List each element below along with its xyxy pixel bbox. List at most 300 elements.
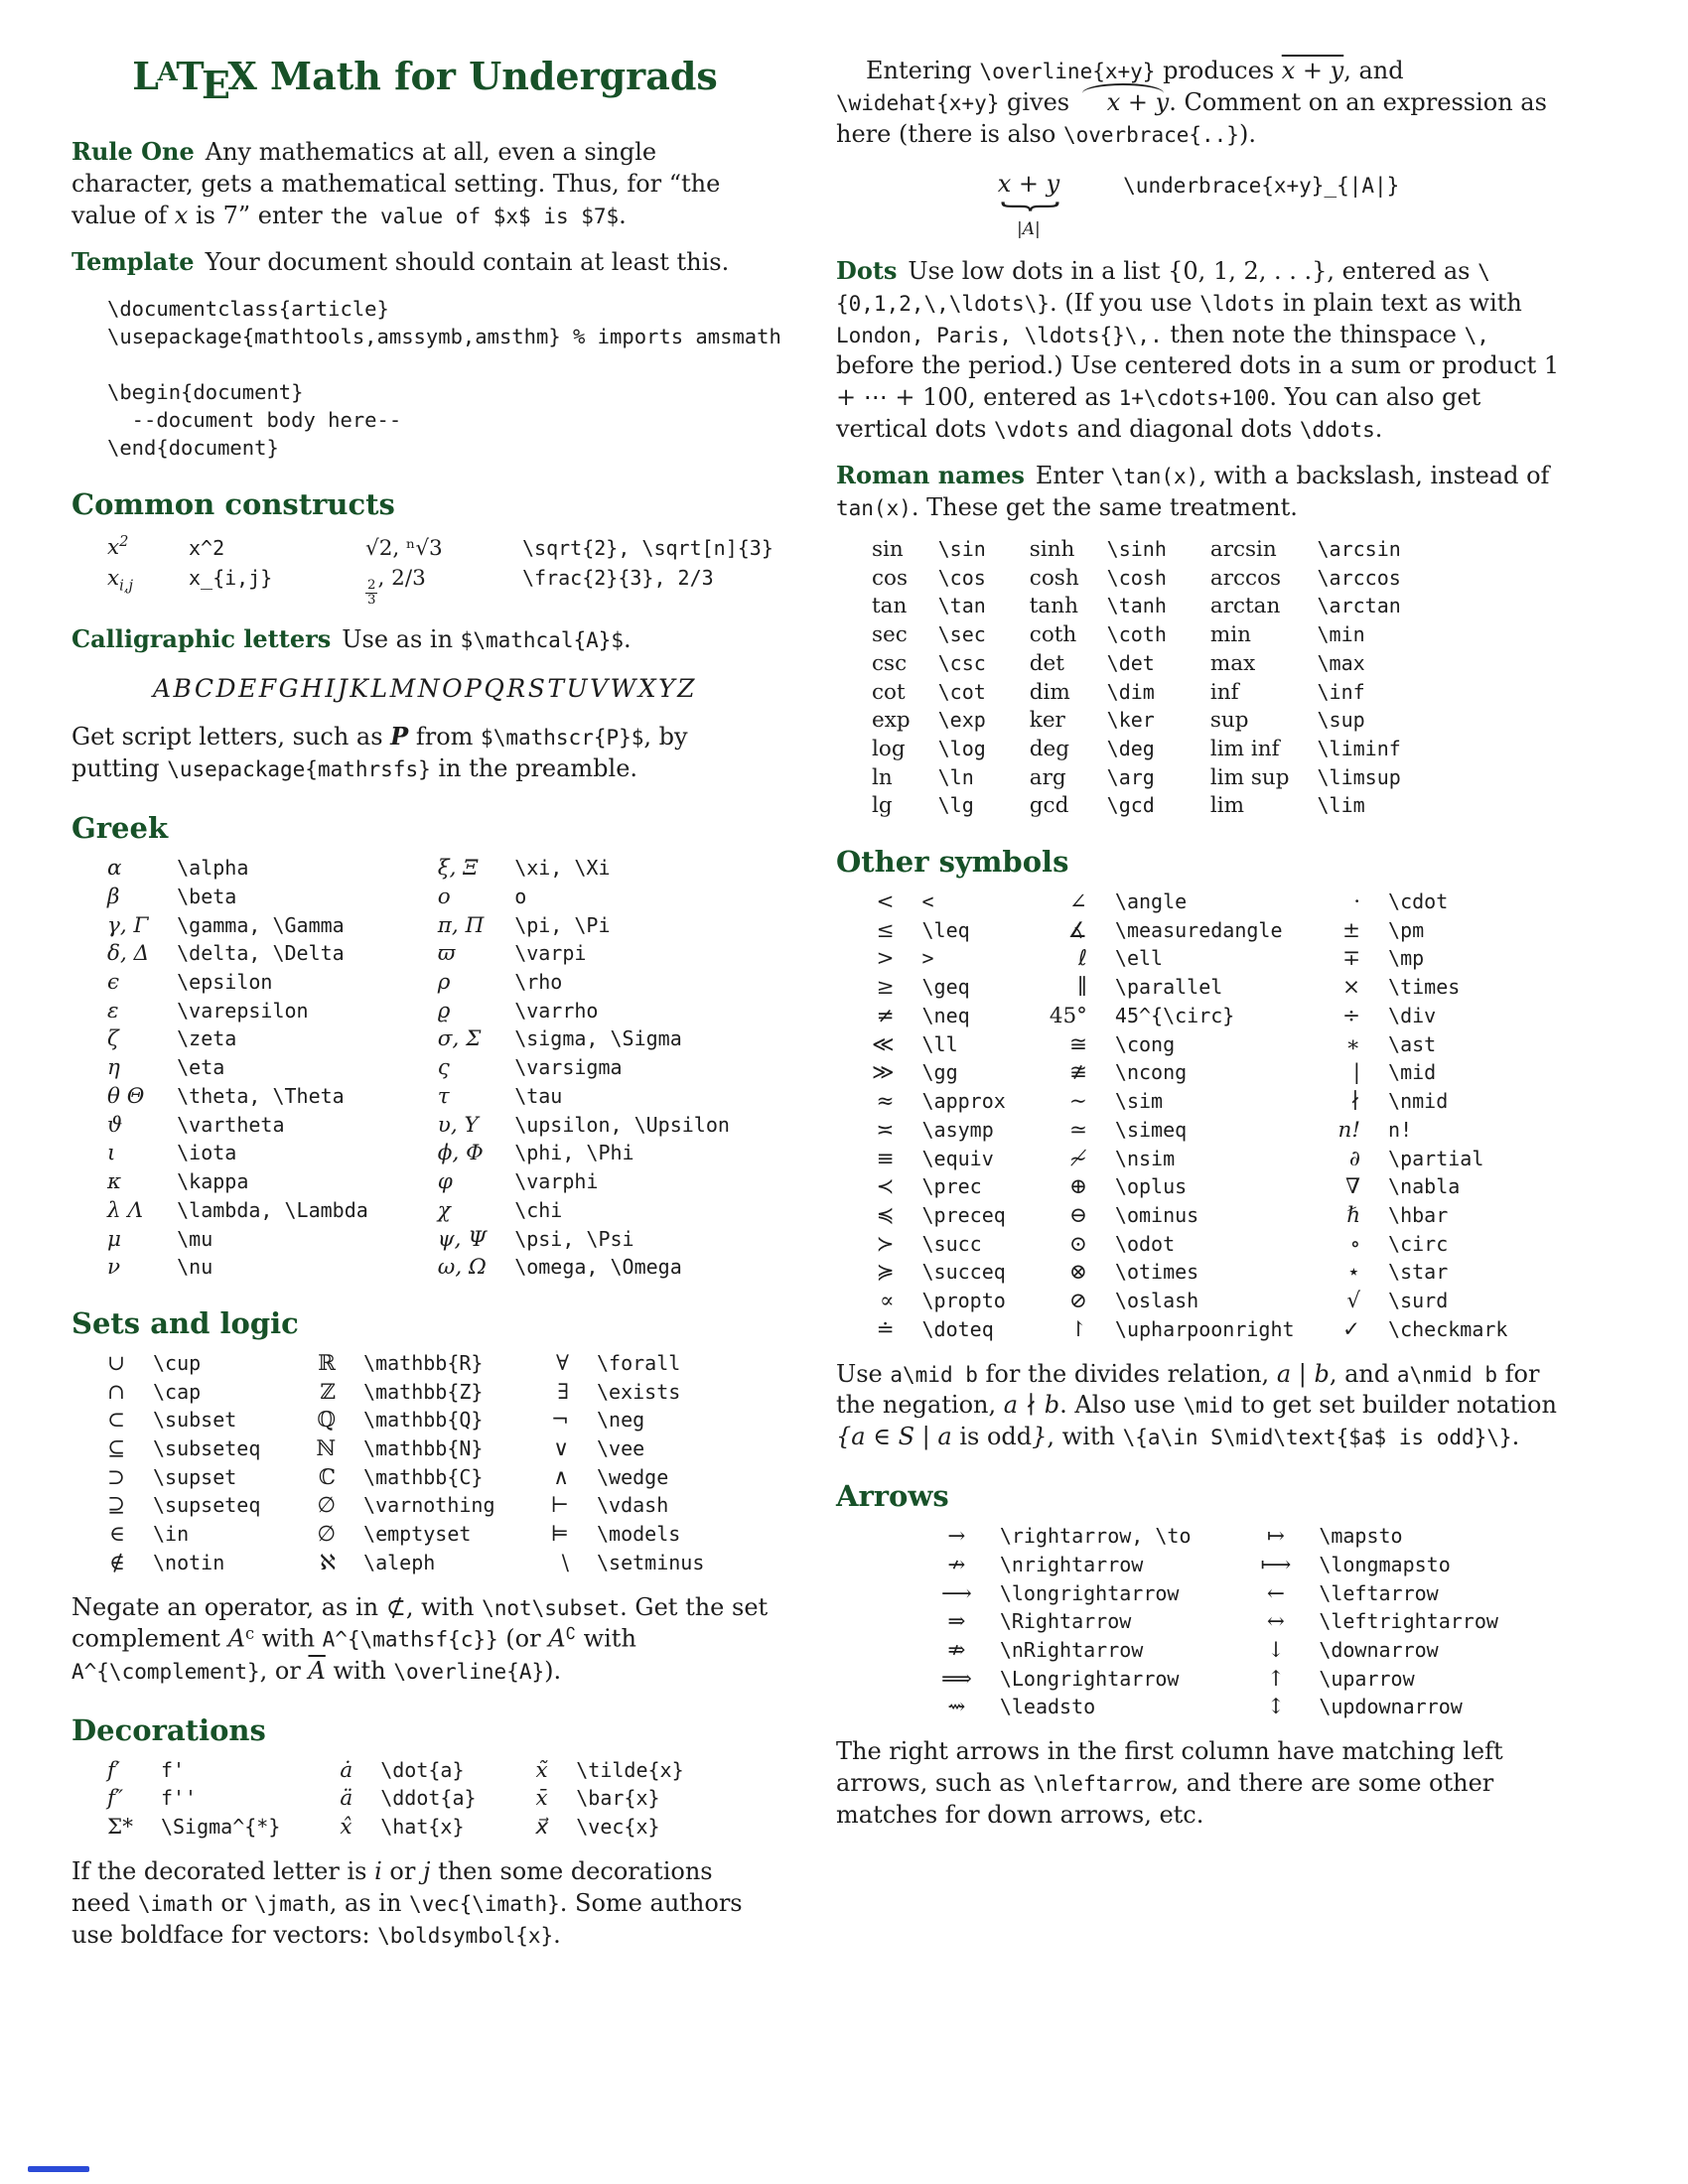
text-segment: a\mid b (890, 1362, 978, 1387)
math-symbol: n! (1337, 1117, 1361, 1143)
latex-code: \succeq (921, 1260, 1006, 1285)
latex-code: \dim (1106, 679, 1155, 704)
latex-code: \longrightarrow (999, 1580, 1180, 1605)
function-name: lim inf (1209, 737, 1280, 761)
math-symbol: β (107, 884, 120, 909)
math-symbol: ⊆ (107, 1435, 126, 1461)
function-name: arccos (1209, 565, 1282, 591)
latex-code: x_{i,j} (189, 565, 273, 590)
math-symbol: ≻ (876, 1231, 895, 1257)
text-segment: , and there are some other matches for down arrows, etc. (836, 1769, 1501, 1829)
latex-code: \limsup (1317, 764, 1401, 789)
text-segment: with (575, 1624, 644, 1653)
text-segment: , entered as (1327, 256, 1478, 285)
math-symbol: ϕ, Φ (437, 1141, 484, 1166)
other-symbols-group-1 (872, 890, 1006, 1343)
latex-code: \cdot (1388, 889, 1449, 914)
latex-code: \downarrow (1319, 1638, 1439, 1663)
text-segment: a ∤ b (1003, 1391, 1060, 1420)
math-symbol: ∩ (107, 1379, 126, 1405)
math-symbol: ∃ (557, 1379, 569, 1405)
latex-code: \forall (597, 1350, 681, 1375)
function-name: det (1029, 650, 1064, 676)
text-segment: \vdots (994, 418, 1069, 443)
footer-link-mark[interactable] (28, 2166, 89, 2172)
function-name: ln (872, 764, 893, 790)
section-heading-other-symbols: Other symbols (836, 845, 1069, 880)
math-symbol: ≃ (1068, 1117, 1087, 1143)
function-name: cot (872, 679, 906, 705)
math-symbol: ∘ (1349, 1231, 1361, 1257)
text-segment: is odd (951, 1423, 1033, 1451)
text-segment: . (1511, 1423, 1520, 1451)
math-symbol: τ (437, 1083, 450, 1109)
latex-code: \ominus (1114, 1202, 1199, 1227)
text-segment: \overline{x+y} (979, 60, 1156, 83)
function-name: log (872, 737, 906, 761)
latex-code: \preceq (921, 1202, 1006, 1227)
text-segment: } (1032, 1423, 1048, 1451)
math-symbol: √ (1346, 1289, 1361, 1314)
latex-code: \gcd (1106, 793, 1155, 818)
text-segment: If the decorated letter is (71, 1856, 375, 1885)
math-symbol: ℏ (1346, 1202, 1361, 1228)
latex-code: \cot (937, 679, 986, 704)
other-symbols-table (872, 890, 1561, 1343)
text-segment: . (If you use (1049, 288, 1200, 317)
latex-code: \nu (177, 1255, 213, 1280)
math-symbol: ≺ (876, 1174, 895, 1200)
latex-code: \zeta (177, 1026, 237, 1051)
text-segment: A (227, 1624, 245, 1653)
roman-names-table (872, 538, 1561, 819)
math-symbol: ⊃ (107, 1464, 126, 1490)
math-symbol: ∥ (1076, 975, 1087, 1001)
decorations-group-1 (107, 1759, 280, 1841)
latex-code: \neg (597, 1408, 645, 1433)
latex-code: \varpi (514, 941, 587, 966)
math-symbol: ȧ (340, 1757, 353, 1783)
math-sample: $x^2$ (107, 533, 129, 561)
greek-table-right-group (438, 857, 730, 1281)
text-segment: ). (1238, 119, 1256, 148)
function-name: dim (1029, 679, 1070, 705)
latex-code: \leftarrow (1319, 1580, 1439, 1605)
latex-code: \dot{a} (380, 1757, 465, 1782)
latex-code: \upsilon, \Upsilon (514, 1112, 730, 1137)
text-segment: Use low dots in a list (908, 256, 1169, 285)
latex-code: \checkmark (1388, 1316, 1508, 1341)
math-symbol: ä (340, 1786, 353, 1812)
math-symbol: ∀ (556, 1350, 569, 1376)
text-segment: \overline{A} (393, 1659, 545, 1684)
math-symbol: ℕ (316, 1435, 337, 1461)
function-name: inf (1209, 679, 1239, 705)
math-symbol: ∨ (553, 1435, 569, 1461)
decorations-group-3 (536, 1759, 684, 1841)
latex-code: \doteq (921, 1316, 994, 1341)
latex-code: \upharpoonright (1114, 1316, 1295, 1341)
math-symbol: ≽ (876, 1260, 895, 1286)
latex-code: \psi, \Psi (514, 1226, 634, 1251)
latex-code: \odot (1114, 1231, 1176, 1256)
latex-code: \arccos (1317, 565, 1401, 590)
text-segment: then note the thinspace (1162, 320, 1465, 348)
roman-names-paragraph (836, 460, 1561, 524)
math-expression: x + y (997, 169, 1060, 198)
greek-table (107, 857, 778, 1281)
latex-code: \ll (921, 1031, 958, 1056)
latex-code: \sin (937, 536, 986, 561)
function-name: csc (872, 650, 908, 676)
math-symbol: ϑ (107, 1112, 123, 1138)
math-symbol: \ (561, 1550, 569, 1575)
math-symbol: ψ, Ψ (437, 1226, 488, 1252)
text-segment: . Get the set complement (71, 1592, 775, 1653)
math-symbol: ∇ (1345, 1174, 1361, 1200)
latex-code: \exp (937, 708, 986, 733)
math-symbol: ⊨ (550, 1522, 569, 1548)
text-segment: 1+\cdots+100 (1118, 386, 1270, 411)
latex-code: \equiv (921, 1146, 994, 1170)
math-symbol: θ Θ (107, 1083, 145, 1109)
sets-group-3 (551, 1352, 705, 1576)
latex-code: \beta (177, 884, 237, 908)
arrow-symbol: ← (1266, 1580, 1285, 1606)
latex-code: \phi, \Phi (514, 1141, 634, 1165)
underbrace-label: |A| (1017, 219, 1041, 240)
math-symbol: π, Π (437, 912, 485, 938)
arrow-symbol: ⟶ (941, 1580, 972, 1606)
math-symbol: ∅ (317, 1522, 337, 1548)
text-segment: gives (999, 87, 1077, 116)
arrow-symbol: ⇝ (947, 1695, 966, 1720)
math-symbol: ∝ (879, 1289, 895, 1314)
latex-code: \ddot{a} (380, 1786, 477, 1811)
latex-code: \hbar (1388, 1202, 1449, 1227)
math-symbol: ∤ (1349, 1089, 1361, 1115)
math-symbol: ≐ (876, 1316, 895, 1342)
math-symbol: ¬ (550, 1408, 569, 1433)
math-symbol: ⊘ (1068, 1289, 1087, 1314)
page-title (71, 56, 778, 106)
math-symbol: ξ, Ξ (437, 856, 479, 882)
math-symbol: ∓ (1342, 946, 1361, 972)
text-segment: , with (1047, 1423, 1123, 1451)
left-column (71, 54, 781, 1965)
text-segment: x + y (1077, 87, 1169, 119)
math-sample: √2, ⁿ√3 (365, 535, 443, 561)
latex-code: \Longrightarrow (999, 1666, 1180, 1691)
latex-code: \sim (1114, 1089, 1164, 1114)
math-symbol: ⊇ (107, 1493, 126, 1519)
latex-code: \approx (921, 1089, 1006, 1114)
math-symbol: ± (1342, 917, 1361, 943)
arrows-group-2 (1260, 1525, 1497, 1720)
function-name: lim (1209, 793, 1245, 819)
latex-code: \div (1388, 1003, 1437, 1027)
latex-code: \angle (1114, 889, 1188, 914)
text-segment: A^{\complement} (71, 1659, 260, 1684)
text-segment: $\mathcal{A}$ (460, 628, 625, 653)
text-segment: London, Paris, \ldots{}\,. (836, 323, 1163, 347)
text-segment: 1 + ⋯ + 100 (836, 351, 1567, 412)
function-name: deg (1029, 737, 1070, 761)
text-segment: . You can also get vertical dots (836, 383, 1488, 444)
latex-code: \star (1388, 1260, 1449, 1285)
math-symbol: | (1352, 1060, 1361, 1086)
math-symbol: ∈ (109, 1522, 126, 1548)
text-segment: Dots (836, 255, 898, 285)
latex-code: \theta, \Theta (177, 1083, 345, 1108)
math-symbol: ⊗ (1068, 1260, 1087, 1286)
latex-code: \rightarrow, \to (999, 1524, 1192, 1549)
latex-code: \emptyset (363, 1522, 472, 1547)
latex-code: < (921, 889, 934, 914)
text-segment: i (374, 1856, 382, 1885)
math-symbol: μ (107, 1226, 121, 1252)
latex-code: \coth (1106, 622, 1167, 647)
text-segment: $\overline{A}$ (308, 1656, 326, 1685)
text-segment: , and (1329, 1359, 1397, 1388)
text-segment: Negate an operator, as in (71, 1592, 386, 1621)
function-name: cosh (1029, 565, 1079, 591)
math-symbol: ⋆ (1346, 1260, 1361, 1286)
function-name: coth (1029, 622, 1077, 648)
latex-code: \omega, \Omega (514, 1255, 682, 1280)
latex-code: \gamma, \Gamma (177, 912, 345, 937)
latex-code: \supseteq (153, 1493, 261, 1518)
latex-code: \vartheta (177, 1112, 285, 1137)
math-symbol: ∧ (553, 1464, 569, 1490)
function-name: min (1209, 622, 1252, 648)
template-code-block (107, 295, 781, 462)
latex-code: \ker (1106, 708, 1155, 733)
latex-code: \circ (1388, 1231, 1449, 1256)
latex-code: \mathbb{Q} (363, 1408, 484, 1433)
latex-code: \nmid (1388, 1089, 1449, 1114)
math-symbol: ≫ (872, 1060, 895, 1086)
dots-paragraph (836, 255, 1567, 446)
text-segment: ⊄ (385, 1592, 406, 1621)
section-heading-greek: Greek (71, 811, 169, 846)
table-row (107, 532, 778, 563)
arrows-table (872, 1525, 1561, 1720)
decorations-table (107, 1759, 778, 1841)
math-symbol: ⊕ (1068, 1174, 1087, 1200)
right-column (836, 56, 1567, 1965)
math-symbol: ⊢ (550, 1493, 569, 1519)
latex-code: \succ (921, 1231, 982, 1256)
latex-code: \measuredangle (1114, 917, 1283, 942)
math-symbol: ν (107, 1255, 121, 1281)
math-symbol: ⊂ (107, 1408, 126, 1433)
text-segment: Template (71, 246, 195, 276)
latex-code: \arcsin (1317, 536, 1401, 561)
latex-code: \eta (177, 1055, 225, 1080)
function-name: max (1209, 650, 1256, 676)
text-segment: \not\subset (482, 1595, 621, 1620)
arrows-group-1 (941, 1525, 1191, 1720)
text-segment: . Some authors use boldface for vectors: (71, 1888, 751, 1949)
latex-code: \Sigma^{*} (160, 1814, 281, 1839)
latex-code: \oslash (1114, 1289, 1199, 1313)
text-segment: \nleftarrow (1033, 1772, 1172, 1797)
latex-code: \kappa (177, 1169, 249, 1194)
latex-code: \subset (153, 1408, 237, 1433)
underbrace-example (836, 171, 1561, 241)
text-segment: , with a backslash, instead of (1198, 462, 1558, 490)
math-symbol: ∡ (1067, 917, 1087, 943)
text-segment: . (624, 625, 632, 654)
latex-code: \wedge (597, 1464, 669, 1489)
math-symbol: ∂ (1348, 1146, 1361, 1171)
math-symbol: ≈ (876, 1089, 895, 1115)
text-segment: {a ∈ S | a (836, 1423, 952, 1451)
math-symbol: ∉ (109, 1550, 126, 1575)
text-segment: \overbrace{..} (1062, 122, 1239, 147)
latex-code: \vdash (597, 1493, 669, 1518)
text-segment: Use (836, 1359, 891, 1388)
latex-code: \nRightarrow (999, 1638, 1144, 1663)
arrow-symbol: → (947, 1524, 966, 1550)
math-symbol: ≅ (1068, 1031, 1087, 1057)
latex-code: \mu (177, 1226, 213, 1251)
text-segment: Enter (1035, 462, 1111, 490)
math-symbol: ≍ (876, 1117, 895, 1143)
text-segment: , and (1343, 57, 1412, 84)
function-name: arcsin (1209, 536, 1277, 562)
math-symbol: ⊖ (1068, 1202, 1087, 1228)
math-symbol: x̂ (340, 1814, 352, 1840)
math-symbol: ς (437, 1055, 450, 1081)
latex-code: \inf (1317, 679, 1365, 704)
text-segment: . These get the same treatment. (911, 493, 1298, 522)
latex-code: \chi (514, 1197, 563, 1222)
section-heading-decorations: Decorations (71, 1712, 266, 1747)
text-segment: Entering (866, 57, 980, 84)
latex-code: \uparrow (1319, 1666, 1415, 1691)
greek-table-left-group (107, 857, 368, 1281)
math-symbol: ℚ (317, 1408, 337, 1433)
arrow-symbol: ⟹ (941, 1666, 972, 1692)
latex-code: \pm (1388, 917, 1425, 942)
latex-code: \sec (937, 622, 986, 647)
text-segment: for the negation, (836, 1359, 1548, 1420)
latex-code: \neq (921, 1003, 970, 1027)
latex-code: \prec (921, 1174, 982, 1199)
latex-code: f'' (160, 1786, 198, 1811)
math-symbol: ≼ (876, 1202, 895, 1228)
text-segment: , entered as (967, 383, 1119, 412)
text-segment: , as in (329, 1888, 410, 1917)
latex-code: \cup (153, 1350, 202, 1375)
latex-code: \delta, \Delta (177, 941, 345, 966)
math-symbol: ≇ (1068, 1060, 1087, 1086)
latex-code: \epsilon (177, 970, 273, 995)
text-segment: , with (405, 1592, 483, 1621)
code-line (107, 350, 778, 378)
latex-code: \mid (1388, 1060, 1437, 1085)
text-segment: Any mathematics at all, even a single character, gets a mathematical setting. Thus, for “the value of (71, 137, 728, 229)
function-name: lim sup (1209, 764, 1290, 790)
math-symbol: · (1353, 889, 1361, 915)
text-segment: . Also use (1059, 1391, 1184, 1420)
text-segment: then some decorations need (71, 1856, 721, 1917)
text-segment: x (174, 201, 189, 229)
underbrace-glyph: { (992, 199, 1065, 214)
latex-code: \tilde{x} (576, 1757, 684, 1782)
latex-code: \sqrt{2}, \sqrt[n]{3} (522, 535, 774, 560)
common-constructs-table (107, 532, 778, 608)
latex-code: \simeq (1114, 1117, 1188, 1142)
arrow-symbol: ⇒ (947, 1609, 966, 1635)
math-symbol: ≥ (876, 975, 895, 1001)
function-name: sup (1209, 708, 1249, 734)
latex-code: \gg (921, 1060, 958, 1085)
latex-code: 45^{\circ} (1114, 1003, 1235, 1027)
math-symbol: α (107, 856, 122, 882)
text-segment: with (325, 1656, 394, 1685)
section-heading-arrows: Arrows (836, 1479, 949, 1514)
latex-code: \sigma, \Sigma (514, 1026, 682, 1051)
arrow-symbol: ↦ (1266, 1524, 1285, 1550)
text-segment: Your document should contain at least this. (205, 247, 730, 276)
underbrace-math (992, 169, 1065, 241)
latex-code: n! (1388, 1117, 1413, 1142)
math-symbol: ϖ (437, 941, 456, 967)
text-segment: Rule One (71, 136, 195, 166)
latex-code: \updownarrow (1319, 1695, 1463, 1719)
text-segment: before the period.) Use centered dots in a sum or product (836, 320, 1544, 380)
math-sample: $x_{i,j}$ (107, 565, 133, 594)
latex-code: \min (1317, 622, 1365, 647)
math-symbol: f″ (107, 1786, 123, 1812)
text-segment: produces (1155, 57, 1282, 84)
arrow-symbol: ↓ (1266, 1638, 1285, 1664)
text-segment: Roman names (836, 461, 1025, 490)
text-segment: \, (1464, 323, 1489, 347)
arrow-symbol: ↛ (947, 1552, 966, 1577)
math-symbol: φ (437, 1169, 453, 1195)
latex-code: \surd (1388, 1289, 1449, 1313)
math-symbol: o (437, 884, 451, 909)
math-symbol: f′ (107, 1757, 120, 1783)
text-segment: j (422, 1856, 431, 1885)
latex-code: \Rightarrow (999, 1609, 1132, 1634)
text-segment: {0, 1, 2, . . .} (1168, 256, 1328, 285)
latex-code: \supset (153, 1464, 237, 1489)
latex-code: \parallel (1114, 975, 1223, 1000)
text-segment: Use as in (342, 625, 461, 654)
text-segment: to get set builder notation (1233, 1391, 1565, 1420)
function-name: exp (872, 708, 911, 734)
text-segment: . Comment on an expression as here (there is also (836, 87, 1555, 148)
section-heading-sets-and-logic: Sets and logic (71, 1305, 299, 1340)
math-symbol: ϵ (107, 970, 120, 996)
page-title-text: Math for Undergrads (256, 54, 718, 98)
latex-code: \notin (153, 1550, 225, 1574)
overline-widehat-paragraph (836, 56, 1561, 151)
latex-code: \leftrightarrow (1319, 1609, 1498, 1634)
math-symbol: ∼ (1068, 1089, 1087, 1115)
math-symbol: ∅ (317, 1493, 337, 1519)
latex-code: f' (160, 1757, 186, 1782)
calligraphic-paragraph (71, 623, 778, 656)
function-name: sec (872, 622, 908, 648)
latex-code: \models (597, 1522, 681, 1547)
text-segment: \{0,1,2,\,\ldots\} (836, 259, 1490, 316)
